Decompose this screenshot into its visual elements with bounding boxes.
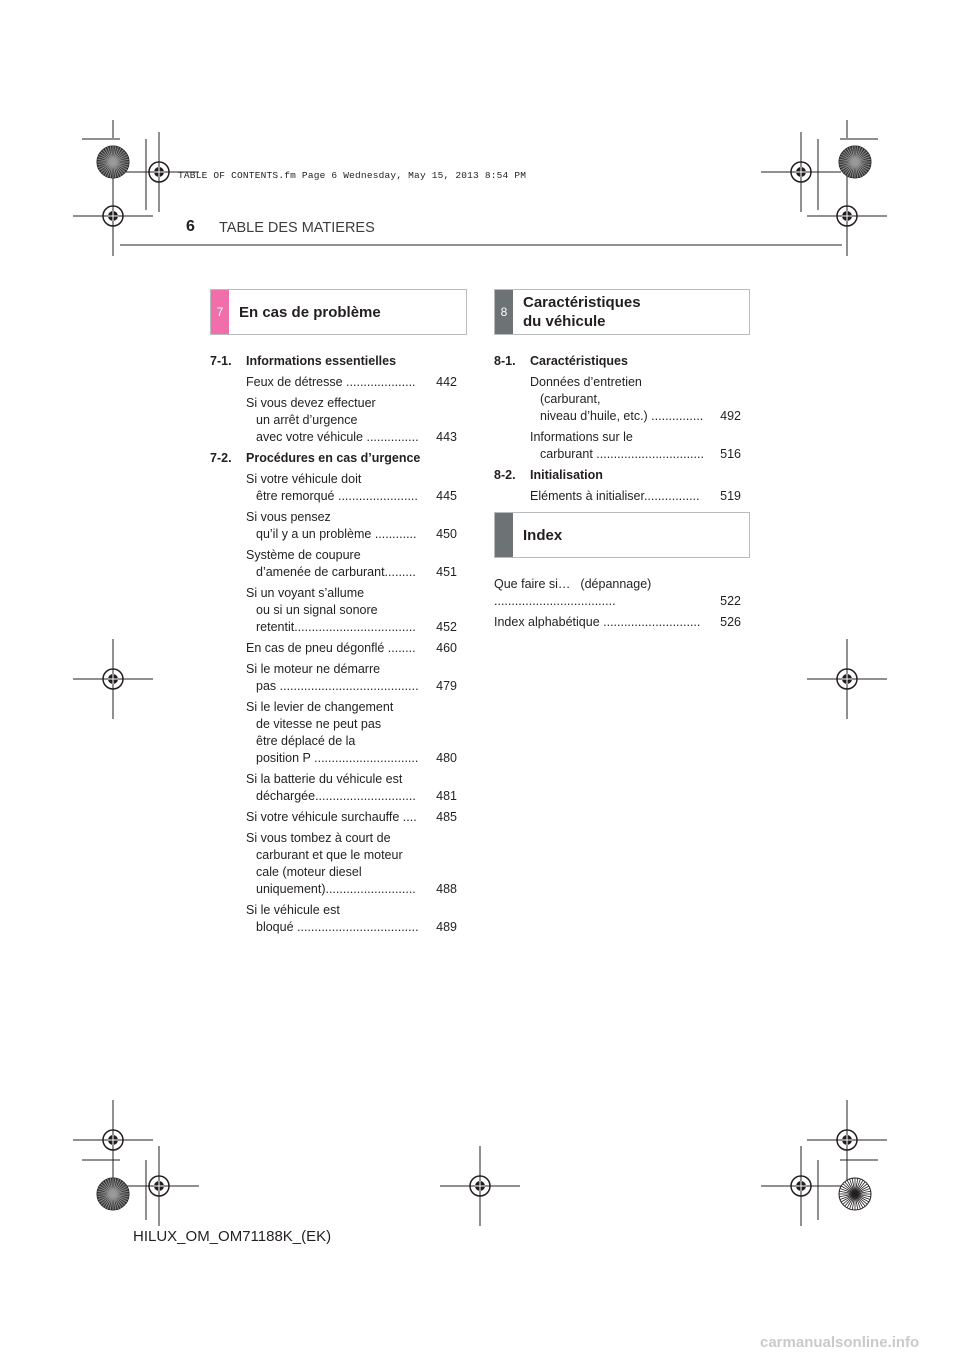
entry-line: Si votre véhicule surchauffe .... <box>246 810 417 824</box>
entry-line: Données d’entretien <box>530 375 642 389</box>
crosshair-icon <box>73 639 153 719</box>
entry-line: Index alphabétique ............................ <box>494 615 701 629</box>
toc-entry[interactable] <box>210 395 457 446</box>
page-ref: 451 <box>436 565 457 579</box>
entry-line: bloqué ................................... <box>256 920 419 934</box>
file-header: TABLE OF CONTENTS.fm Page 6 Wednesday, May 15, 2013 8:54 PM <box>178 170 527 181</box>
toc-entry[interactable] <box>210 699 457 767</box>
page-ref: 479 <box>436 679 457 693</box>
toc-entry[interactable] <box>210 661 457 695</box>
entry-line: Si vous tombez à court de <box>246 831 391 845</box>
page-ref: 489 <box>436 920 457 934</box>
page-ref: 460 <box>436 641 457 655</box>
entry-line: Si le véhicule est <box>246 903 340 917</box>
section-tab-8 <box>494 289 750 335</box>
toc-section: 8-1. Caractéristiques <box>494 354 628 368</box>
page-ref: 450 <box>436 527 457 541</box>
watermark: carmanualsonline.info <box>760 1334 920 1351</box>
toc-entry[interactable] <box>210 471 457 505</box>
entry-line: Feux de détresse .................... <box>246 375 416 389</box>
page-ref: 452 <box>436 620 457 634</box>
entry-line: de vitesse ne peut pas <box>256 717 382 731</box>
entry-line: être déplacé de la <box>256 734 356 748</box>
crosshair-icon <box>807 639 887 719</box>
crosshair-icon <box>440 1146 520 1226</box>
crosshair-icon <box>761 1146 841 1226</box>
entry-line: retentit................................... <box>256 620 416 634</box>
entry-line: Si le levier de changement <box>246 700 394 714</box>
tab-title-line: du véhicule <box>523 313 606 330</box>
registration-star-icon <box>839 1178 871 1210</box>
entry-line: (carburant, <box>540 392 601 406</box>
entry-line: Eléments à initialiser................ <box>530 489 700 503</box>
entry-line: Si votre véhicule doit <box>246 472 362 486</box>
document-code: HILUX_OM_OM71188K_(EK) <box>133 1228 332 1245</box>
tab-title <box>513 290 641 334</box>
toc-entry[interactable] <box>210 902 457 936</box>
entry-line: Système de coupure <box>246 548 361 562</box>
entry-line: Si la batterie du véhicule est <box>246 772 403 786</box>
entry-line: Informations sur le <box>530 430 633 444</box>
toc-entry[interactable] <box>494 429 741 463</box>
entry-line: (dépannage) ................................... <box>494 577 652 608</box>
entry-line: Si un voyant s’allume <box>246 586 365 600</box>
toc-right-column <box>494 353 741 509</box>
tab-title: Index <box>523 526 563 544</box>
toc-entry[interactable] <box>494 374 741 425</box>
page-title: TABLE DES MATIERES <box>219 220 375 236</box>
page-ref: 516 <box>720 447 741 461</box>
entry-line: un arrêt d’urgence <box>256 413 358 427</box>
toc-entry[interactable] <box>210 640 457 657</box>
toc-entry[interactable] <box>210 830 457 898</box>
toc-entry[interactable] <box>210 547 457 581</box>
crosshair-icon <box>73 1100 153 1180</box>
entry-line: position P .............................. <box>256 751 419 765</box>
tab-number: 7 <box>211 290 229 334</box>
toc-entry[interactable] <box>210 771 457 805</box>
registration-star-icon <box>97 146 129 178</box>
toc-entry[interactable] <box>210 809 457 826</box>
page-ref: 519 <box>720 489 741 503</box>
toc-entry[interactable] <box>494 576 741 610</box>
toc-left-column <box>210 353 457 940</box>
toc-index-list <box>494 576 741 635</box>
entry-line: carburant et que le moteur <box>256 848 403 862</box>
entry-line: Si vous pensez <box>246 510 331 524</box>
toc-section: 8-2. Initialisation <box>494 468 603 482</box>
crosshair-icon <box>761 132 841 212</box>
page-ref: 492 <box>720 409 741 423</box>
page-ref: 442 <box>436 375 457 389</box>
crosshair-icon <box>119 1146 199 1226</box>
page-ref: 488 <box>436 882 457 896</box>
page-ref: 522 <box>720 594 741 608</box>
entry-line: Si vous devez effectuer <box>246 396 376 410</box>
page-ref: 526 <box>720 615 741 629</box>
page-ref: 480 <box>436 751 457 765</box>
toc-section: 7-2. Procédures en cas d’urgence <box>210 451 421 465</box>
tab-number <box>495 513 513 557</box>
toc-entry[interactable] <box>494 488 741 505</box>
toc-entry[interactable] <box>210 509 457 543</box>
entry-line: pas ........................................ <box>256 679 419 693</box>
entry-line: avec votre véhicule ............... <box>256 430 419 444</box>
page-number: 6 <box>186 218 195 235</box>
entry-line: d’amenée de carburant......... <box>256 565 416 579</box>
entry-line: cale (moteur diesel <box>256 865 362 879</box>
entry-line: déchargée............................. <box>256 789 416 803</box>
entry-line: Que faire si… <box>494 577 571 591</box>
crosshair-icon <box>807 1100 887 1180</box>
entry-line: En cas de pneu dégonflé ........ <box>246 641 416 655</box>
entry-line: ou si un signal sonore <box>256 603 378 617</box>
registration-star-icon <box>97 1178 129 1210</box>
entry-line: uniquement).......................... <box>256 882 416 896</box>
toc-entry[interactable] <box>210 374 457 391</box>
entry-line: être remorqué ....................... <box>256 489 418 503</box>
page-ref: 481 <box>436 789 457 803</box>
section-tab-7 <box>210 289 467 335</box>
toc-entry[interactable] <box>494 614 741 631</box>
toc-entry[interactable] <box>210 585 457 636</box>
entry-line: niveau d’huile, etc.) ............... <box>540 409 704 423</box>
entry-line: qu’il y a un problème ............ <box>256 527 417 541</box>
section-tab-index <box>494 512 750 558</box>
entry-line: carburant ............................... <box>540 447 704 461</box>
page-ref: 445 <box>436 489 457 503</box>
tab-title: En cas de problème <box>239 303 381 321</box>
header-rule <box>120 244 842 246</box>
entry-line: Si le moteur ne démarre <box>246 662 381 676</box>
registration-star-icon <box>839 146 871 178</box>
tab-title-line: Caractéristiques <box>523 294 641 311</box>
page-ref: 485 <box>436 810 457 824</box>
toc-section: 7-1. Informations essentielles <box>210 354 397 368</box>
page-ref: 443 <box>436 430 457 444</box>
tab-number: 8 <box>495 290 513 334</box>
